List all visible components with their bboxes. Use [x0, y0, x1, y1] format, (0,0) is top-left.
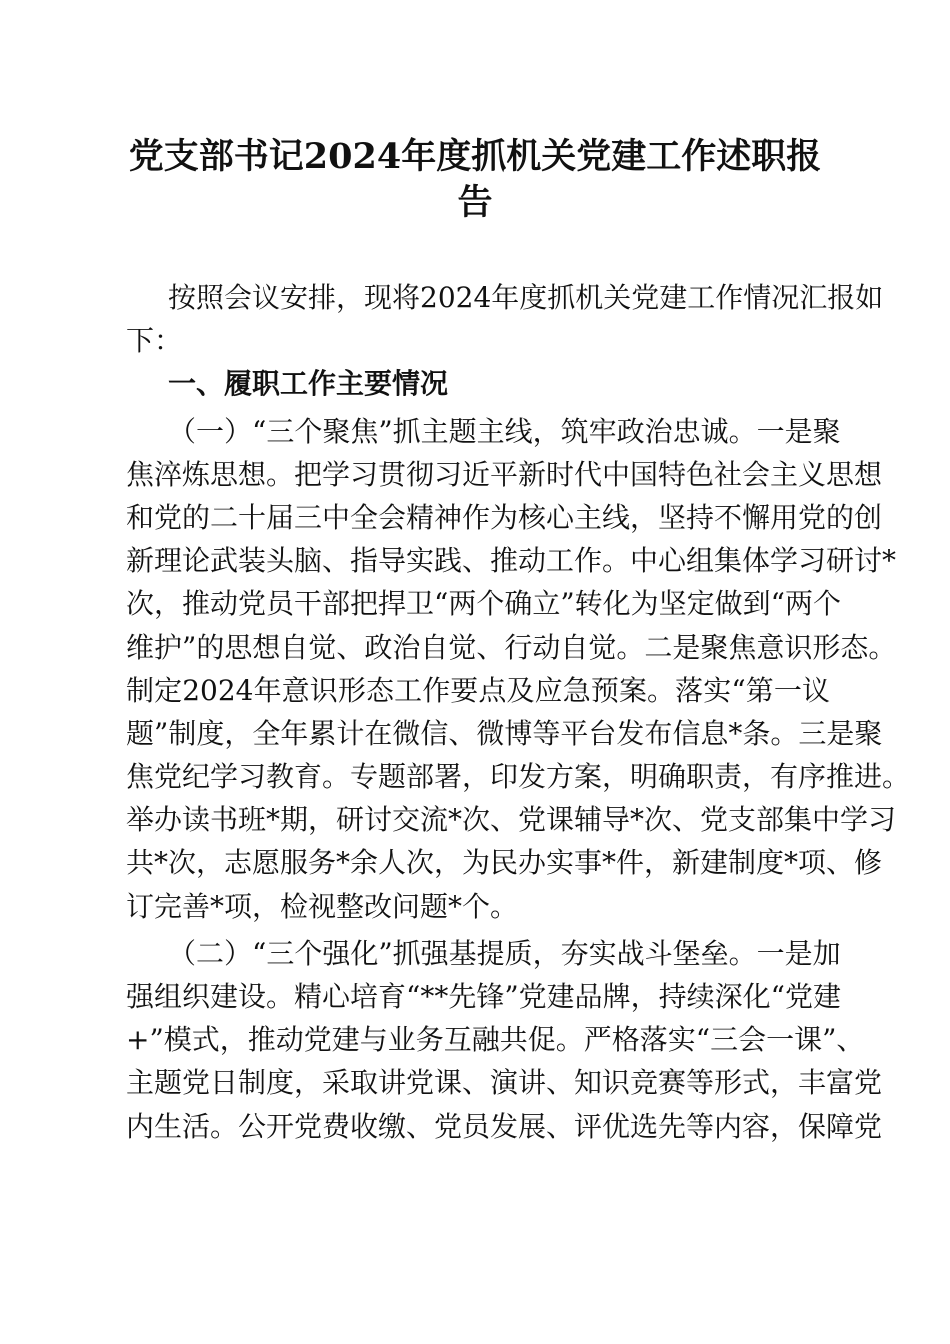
text-line: 题”制度，全年累计在微信、微博等平台发布信息*条。三是聚 [126, 716, 883, 750]
text-line: 强组织建设。精心培育“**先锋”党建品牌，持续深化“党建 [126, 980, 841, 1013]
text-line: 次，推动党员干部把捍卫“两个确立”转化为坚定做到“两个 [126, 587, 841, 621]
section-heading: 一、履职工作主要情况 [168, 367, 449, 401]
text-line: （二）“三个强化”抓强基提质，夯实战斗堡垒。一是加 [168, 936, 841, 970]
text-line: 制定2024年意识形态工作要点及应急预案。落实“第一议 [126, 673, 830, 707]
text-line: 和党的二十届三中全会精神作为核心主线，坚持不懈用党的创 [126, 500, 883, 534]
title-line-1: 党支部书记2024年度抓机关党建工作述职报 [128, 136, 822, 177]
paragraph-1 [126, 410, 911, 928]
text-line: 焦淬炼思想。把学习贯彻习近平新时代中国特色社会主义思想 [126, 457, 883, 491]
text-line: （一）“三个聚焦”抓主题主线，筑牢政治忠诚。一是聚 [168, 414, 841, 448]
document-title [110, 134, 840, 226]
text-line: 按照会议安排，现将2024年度抓机关党建工作情况汇报如 [168, 281, 884, 314]
text-line: +”模式，推动党建与业务互融共促。严格落实“三会一课”、 [126, 1023, 865, 1057]
text-line: 订完善*项，检视整改问题*个。 [126, 889, 519, 923]
paragraph-2 [126, 932, 883, 1148]
text-line: 下： [126, 324, 183, 358]
title-line-2: 告 [457, 182, 493, 223]
intro-paragraph [126, 276, 884, 362]
text-line: 新理论武装头脑、指导实践、推动工作。中心组集体学习研讨* [126, 544, 897, 578]
text-line: 焦党纪学习教育。专题部署，印发方案，明确职责，有序推进。 [126, 760, 911, 794]
text-line: 共*次，志愿服务*余人次，为民办实事*件，新建制度*项、修 [126, 846, 883, 880]
text-line: 内生活。公开党费收缴、党员发展、评优选先等内容，保障党 [126, 1109, 883, 1143]
text-line: 主题党日制度，采取讲党课、演讲、知识竞赛等形式，丰富党 [126, 1066, 883, 1100]
text-line: 维护”的思想自觉、政治自觉、行动自觉。二是聚焦意识形态。 [126, 630, 897, 664]
document-body [126, 276, 911, 1148]
text-line: 举办读书班*期，研讨交流*次、党课辅导*次、党支部集中学习 [126, 803, 897, 837]
